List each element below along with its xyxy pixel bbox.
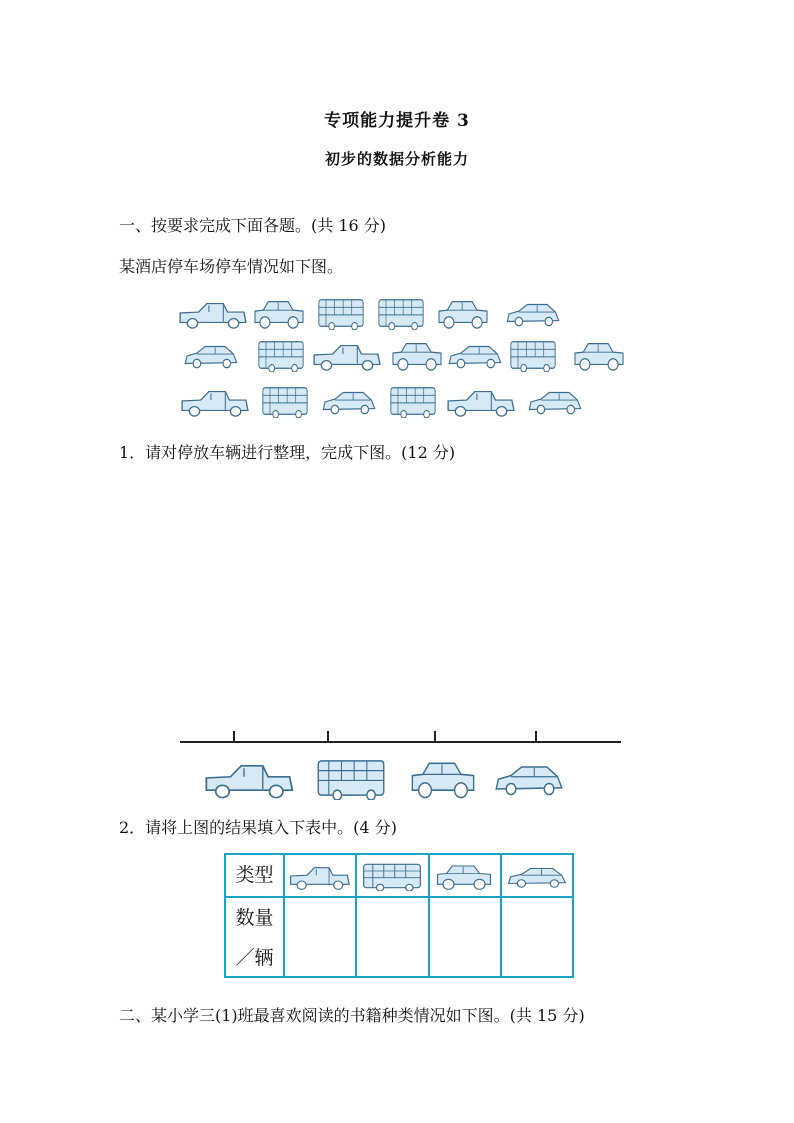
count-cell-jeep[interactable] bbox=[430, 898, 499, 976]
car-icon bbox=[526, 384, 584, 418]
question-2: 2．请将上图的结果填入下表中。(4 分) bbox=[119, 818, 397, 837]
bus-icon bbox=[314, 756, 388, 800]
jeep-icon bbox=[432, 861, 496, 891]
question-1: 1．请对停放车辆进行整理，完成下图。(12 分) bbox=[119, 443, 456, 462]
bus-icon bbox=[360, 861, 424, 891]
count-cell-car[interactable] bbox=[502, 898, 572, 976]
answer-table bbox=[224, 853, 574, 978]
pickup-truck-icon bbox=[178, 384, 250, 418]
page-title: 专项能力提升卷 3 bbox=[324, 111, 470, 131]
car-icon bbox=[504, 296, 562, 330]
bus-icon bbox=[376, 296, 426, 330]
chart-tick bbox=[434, 731, 436, 742]
chart-baseline bbox=[180, 741, 621, 743]
jeep-icon bbox=[406, 756, 480, 800]
page-subtitle: 初步的数据分析能力 bbox=[324, 150, 469, 168]
count-cell-bus[interactable] bbox=[357, 898, 427, 976]
table-count-label-1: 数量 bbox=[235, 907, 274, 929]
car-icon bbox=[446, 338, 504, 372]
table-type-label: 类型 bbox=[235, 864, 274, 886]
car-icon bbox=[320, 384, 378, 418]
count-cell-pickup-truck[interactable] bbox=[285, 898, 354, 976]
bus-icon bbox=[260, 384, 310, 418]
jeep-icon bbox=[250, 296, 308, 330]
section1-heading: 一、按要求完成下面各题。(共 16 分) bbox=[119, 216, 387, 235]
bus-icon bbox=[508, 338, 558, 372]
section2-heading: 二、某小学三(1)班最喜欢阅读的书籍种类情况如下图。(共 15 分) bbox=[119, 1006, 585, 1025]
jeep-icon bbox=[388, 338, 446, 372]
bus-icon bbox=[256, 338, 306, 372]
pickup-truck-icon bbox=[176, 296, 248, 330]
pickup-truck-icon bbox=[287, 861, 351, 891]
pickup-truck-icon bbox=[444, 384, 516, 418]
pickup-truck-icon bbox=[201, 756, 295, 800]
bus-icon bbox=[388, 384, 438, 418]
chart-tick bbox=[327, 731, 329, 742]
table-count-label-2: ／辆 bbox=[235, 947, 274, 969]
car-icon bbox=[182, 338, 240, 372]
chart-tick bbox=[535, 731, 537, 742]
chart-tick bbox=[233, 731, 235, 742]
bus-icon bbox=[316, 296, 366, 330]
section1-intro: 某酒店停车场停车情况如下图。 bbox=[119, 257, 344, 276]
jeep-icon bbox=[434, 296, 492, 330]
jeep-icon bbox=[570, 338, 628, 372]
pickup-truck-icon bbox=[310, 338, 382, 372]
car-icon bbox=[505, 861, 569, 891]
car-icon bbox=[492, 756, 566, 800]
